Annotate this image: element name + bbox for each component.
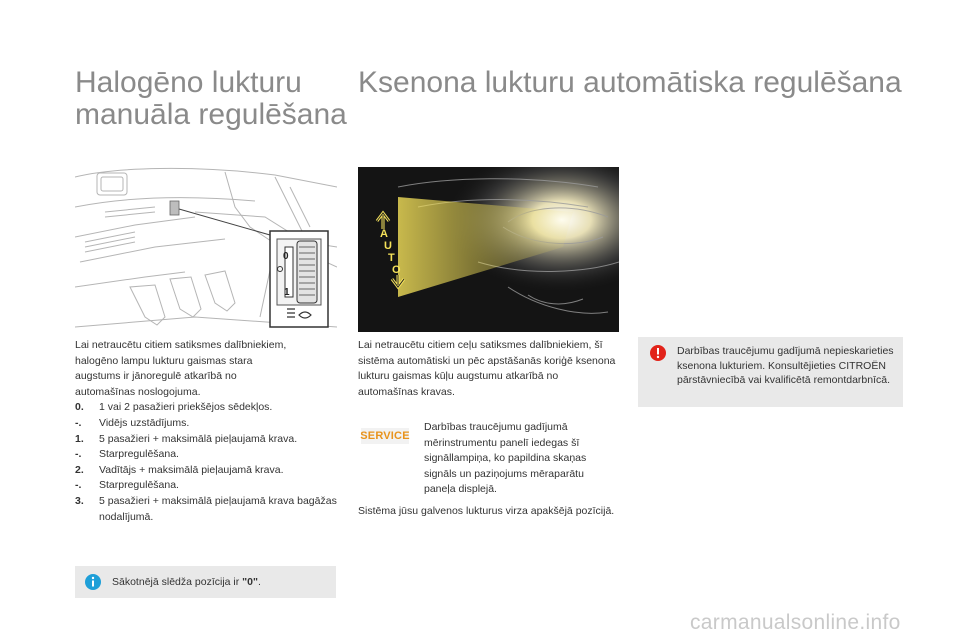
dashboard-switch-illustration — [75, 167, 337, 333]
list-item-key: -. — [75, 448, 82, 461]
list-item — [75, 447, 337, 463]
info-note-text — [112, 575, 261, 589]
service-text: Darbības traucējumu gadījumā mērinstrumentu panelī iedegas šī signāllampiņa, ko papildina skaņas signāls un paziņojums mēraparātu paneļa displejā. — [424, 421, 587, 496]
service-label: SERVICE — [360, 430, 410, 442]
list-item — [75, 478, 337, 494]
list-item-text: 1 vai 2 pasažieri priekšējos sēdekļos. — [99, 401, 273, 414]
list-item-text: Vidējs uzstādījums. — [99, 416, 190, 429]
left-intro-line: augstums ir jānoregulē atkarībā no — [75, 370, 237, 383]
dashboard-drawing — [75, 167, 337, 333]
warning-note-text: Darbības traucējumu gadījumā nepieskarieties ksenona lukturiem. Konsultējieties CITROËN pārstāvniecībā vai kvalificētā remontdarbnīcā. — [677, 345, 894, 386]
list-item-key: -. — [75, 479, 82, 492]
service-warning-row — [358, 420, 620, 500]
list-item — [75, 463, 337, 479]
auto-letter-u: U — [384, 240, 392, 252]
left-section-title — [75, 67, 355, 131]
list-item-text: 5 pasažieri + maksimālā pieļaujamā krava bagāžas nodalījumā. — [99, 494, 337, 523]
info-icon — [85, 574, 101, 595]
warning-icon — [650, 345, 666, 366]
list-item-text: 5 pasažieri + maksimālā pieļaujamā krava. — [99, 432, 298, 445]
list-item — [75, 432, 337, 448]
list-item-text: Starpregulēšana. — [99, 479, 179, 492]
list-item — [75, 494, 337, 525]
list-item-key: 1. — [75, 432, 84, 445]
service-warning-light-icon — [361, 428, 409, 444]
list-item-text: Starpregulēšana. — [99, 448, 179, 461]
headlamp-drawing — [358, 167, 619, 332]
list-item-key: -. — [75, 416, 82, 429]
list-item-key: 0. — [75, 401, 84, 414]
list-item — [75, 416, 337, 432]
auto-letter-t: T — [388, 252, 395, 264]
auto-letter-o: O — [392, 264, 401, 276]
load-positions-list — [75, 400, 337, 525]
left-body-text — [75, 338, 337, 525]
left-intro-line: Lai netraucētu citiem satiksmes dalībniekiem, — [75, 339, 287, 351]
list-item-key: 3. — [75, 494, 84, 507]
info-note-suffix: . — [257, 576, 261, 588]
switch-label-top: 0 — [283, 251, 289, 262]
auto-letter-a: A — [380, 228, 388, 240]
right-section-title: Ksenona lukturu automātiska regulēšana — [358, 66, 902, 99]
list-item-key: 2. — [75, 463, 84, 476]
info-note-prefix: Sākotnējā slēdža pozīcija ir — [112, 576, 243, 588]
left-title-line2: manuāla regulēšana — [75, 98, 347, 131]
warning-note-box — [638, 337, 903, 407]
right-footer-text: Sistēma jūsu galvenos lukturus virza apakšējā pozīcijā. — [358, 505, 615, 517]
xenon-headlamp-illustration — [358, 167, 619, 332]
watermark-text: carmanualsonline.info — [690, 611, 901, 634]
left-intro-line: automašīnas noslogojuma. — [75, 385, 201, 398]
switch-label-bottom: 1 — [284, 287, 290, 298]
right-intro-text: Lai netraucētu citiem ceļu satiksmes dalībniekiem, šī sistēma automātiski un pēc apstāšanās koriģē ksenona lukturu gaismas kūļu augstumu atkarībā no automašīnas kravas. — [358, 339, 616, 398]
left-intro-line: halogēno lampu lukturu gaismas stara — [75, 354, 253, 367]
list-item — [75, 400, 337, 416]
list-item-text: Vadītājs + maksimālā pieļaujamā krava. — [99, 463, 284, 476]
info-note-box — [75, 566, 336, 598]
left-title-line1: Halogēno lukturu — [75, 66, 302, 99]
info-note-value: "0" — [242, 576, 258, 588]
